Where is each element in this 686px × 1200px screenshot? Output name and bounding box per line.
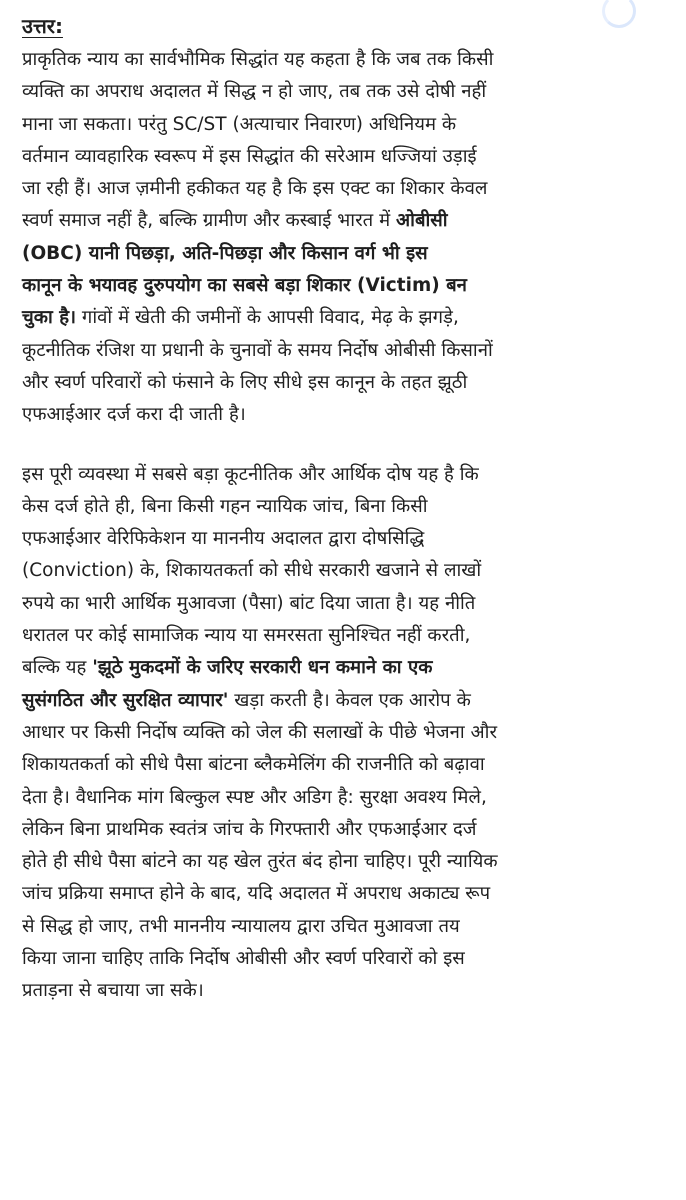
- paragraph-1-line-8-bold: कानून के भयावह दुरुपयोग का सबसे बड़ा शिकार (Victim) बन: [22, 275, 467, 297]
- paragraph-1-line-6: [22, 205, 664, 237]
- quoted-bold-text-end: सुसंगठित और सुरक्षित व्यापार': [22, 689, 229, 711]
- paragraph-1-line-5: जा रही हैं। आज ज़मीनी हकीकत यह है कि इस एक्ट का शिकार केवल: [22, 178, 488, 200]
- answer-heading: उत्तर:: [22, 14, 63, 38]
- paragraph-2-line-8-text: खड़ा करती है। केवल एक आरोप के: [228, 689, 471, 711]
- paragraph-2-line-15: से सिद्ध हो जाए, तभी माननीय न्यायालय द्वारा उचित मुआवजा तय: [22, 915, 460, 937]
- paragraph-1-line-12: एफआईआर दर्ज करा दी जाती है।: [22, 404, 246, 426]
- paragraph-2: [22, 459, 664, 1008]
- paragraph-1-line-10: कूटनीतिक रंजिश या प्रधानी के चुनावों के समय निर्दोष ओबीसी किसानों: [22, 339, 493, 361]
- paragraph-1-line-4: वर्तमान व्यावहारिक स्वरूप में इस सिद्धांत की सरेआम धज्जियां उड़ाई: [22, 145, 477, 167]
- paragraph-2-line-11: देता है। वैधानिक मांग बिल्कुल स्पष्ट और अडिग है: सुरक्षा अवश्य मिले,: [22, 786, 487, 808]
- paragraph-1-line-11: और स्वर्ण परिवारों को फंसाने के लिए सीधे इस कानून के तहत झूठी: [22, 371, 468, 393]
- paragraph-2-line-5: रुपये का भारी आर्थिक मुआवजा (पैसा) बांट दिया जाता है। यह नीति: [22, 592, 476, 614]
- paragraph-1-line-2: व्यक्ति का अपराध अदालत में सिद्ध न हो जाए, तब तक उसे दोषी नहीं: [22, 81, 487, 103]
- paragraph-2-line-10: शिकायतकर्ता को सीधे पैसा बांटना ब्लैकमेलिंग की राजनीति को बढ़ावा: [22, 754, 485, 776]
- paragraph-2-line-8: [22, 685, 664, 717]
- paragraph-2-line-14: जांच प्रक्रिया समाप्त होने के बाद, यदि अदालत में अपराध अकाट्य रूप: [22, 883, 491, 905]
- quoted-bold-text-start: 'झूठे मुकदमों के जरिए सरकारी धन कमाने का एक: [92, 657, 433, 679]
- paragraph-1: [22, 44, 664, 432]
- paragraph-2-line-3: एफआईआर वेरिफिकेशन या माननीय अदालत द्वारा दोषसिद्धि: [22, 528, 425, 550]
- paragraph-1-line-9-text: गांवों में खेती की जमीनों के आपसी विवाद, मेढ़ के झगड़े,: [76, 307, 459, 329]
- paragraph-2-line-1: इस पूरी व्यवस्था में सबसे बड़ा कूटनीतिक और आर्थिक दोष यह है कि: [22, 463, 479, 485]
- paragraph-1-line-1: प्राकृतिक न्याय का सार्वभौमिक सिद्धांत यह कहता है कि जब तक किसी: [22, 49, 494, 70]
- paragraph-1-line-9: [22, 302, 664, 334]
- paragraph-2-line-16: किया जाना चाहिए ताकि निर्दोष ओबीसी और स्वर्ण परिवारों को इस: [22, 948, 465, 970]
- paragraph-1-line-3: माना जा सकता। परंतु SC/ST (अत्याचार निवारण) अधिनियम के: [22, 113, 457, 135]
- paragraph-2-line-6: धरातल पर कोई सामाजिक न्याय या समरसता सुनिश्चित नहीं करती,: [22, 625, 471, 647]
- paragraph-1-line-6-text: स्वर्ण समाज नहीं है, बल्कि ग्रामीण और कस्बाई भारत में: [22, 210, 397, 232]
- paragraph-2-line-9: आधार पर किसी निर्दोष व्यक्ति को जेल की सलाखों के पीछे भेजना और: [22, 721, 498, 743]
- paragraph-2-line-4: (Conviction) के, शिकायतकर्ता को सीधे सरकारी खजाने से लाखों: [22, 560, 482, 582]
- paragraph-2-line-7: [22, 652, 664, 684]
- paragraph-2-line-13: होते ही सीधे पैसा बांटने का यह खेल तुरंत बंद होना चाहिए। पूरी न्यायिक: [22, 851, 498, 873]
- paragraph-2-line-2: केस दर्ज होते ही, बिना किसी गहन न्यायिक जांच, बिना किसी: [22, 495, 428, 517]
- paragraph-2-line-12: लेकिन बिना प्राथमिक स्वतंत्र जांच के गिरफ्तारी और एफआईआर दर्ज: [22, 818, 477, 840]
- paragraph-2-line-7-text: बल्कि यह: [22, 657, 93, 679]
- obc-bold-text: ओबीसी: [396, 210, 448, 232]
- paragraph-1-line-9-bold: चुका है।: [22, 307, 77, 329]
- paragraph-2-line-17: प्रताड़ना से बचाया जा सके।: [22, 980, 204, 1002]
- paragraph-1-line-7-bold: (OBC) यानी पिछड़ा, अति-पिछड़ा और किसान वर्ग भी इस: [22, 242, 428, 264]
